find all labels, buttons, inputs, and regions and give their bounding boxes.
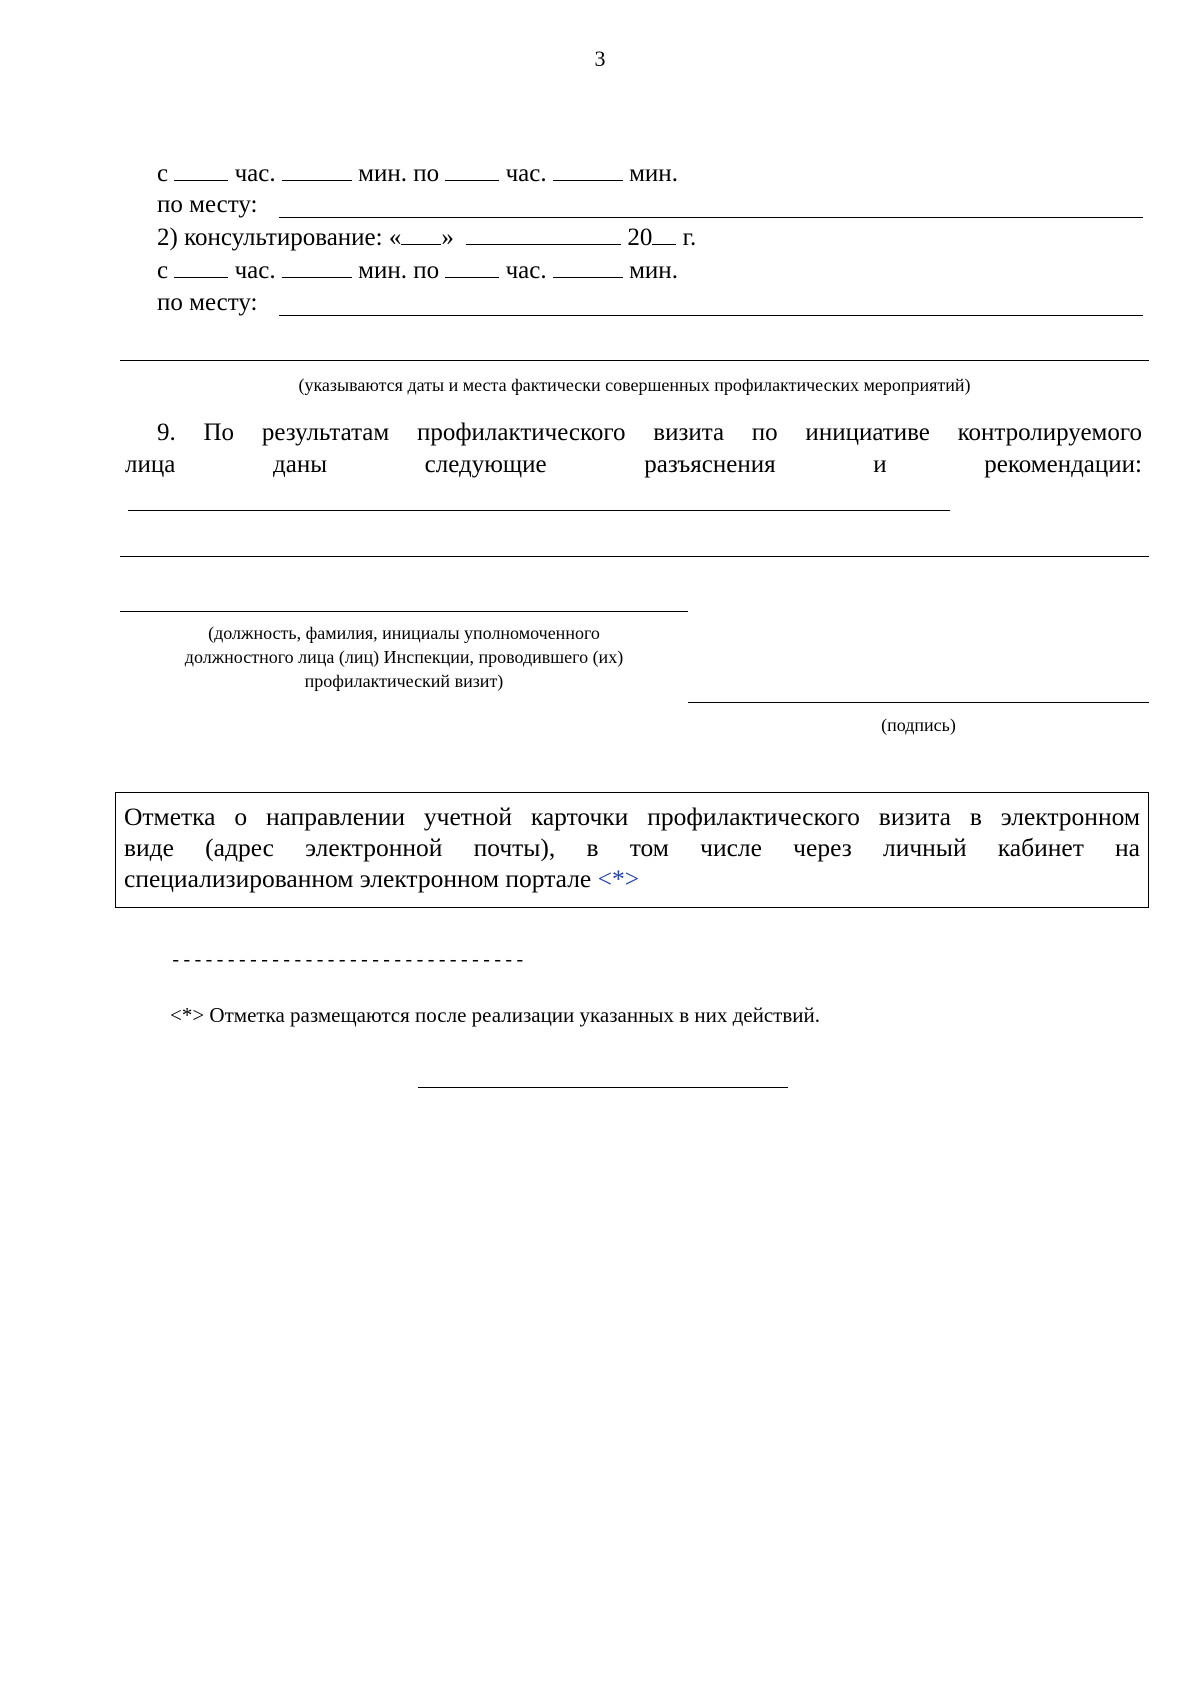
box-word: электронной bbox=[305, 833, 443, 862]
consult-row bbox=[157, 222, 696, 253]
official-caption-line-3: профилактический визит) bbox=[304, 671, 504, 691]
page-number: 3 bbox=[594, 46, 606, 71]
official-caption-line-2: должностного лица (лиц) Инспекции, проводившего (их) bbox=[184, 647, 624, 667]
minutes-to-label-2: мин. по bbox=[358, 257, 440, 284]
minutes-from-field-2[interactable] bbox=[282, 255, 352, 278]
box-word: кабинет bbox=[997, 833, 1084, 862]
box-word: числе bbox=[700, 833, 762, 862]
section-9-word: лица bbox=[125, 451, 176, 478]
closing-line bbox=[418, 1087, 788, 1088]
consult-year-field[interactable] bbox=[652, 222, 676, 245]
hours-to-field[interactable] bbox=[445, 158, 499, 181]
hours-label-2: час. bbox=[505, 160, 547, 187]
time-row-1 bbox=[157, 158, 678, 189]
hours-label-4: час. bbox=[505, 257, 547, 284]
minutes-label-4: мин. bbox=[629, 257, 678, 284]
hours-label-3: час. bbox=[234, 257, 276, 284]
minutes-from-field[interactable] bbox=[282, 158, 352, 181]
box-line-3-text: специализированном электронном портале bbox=[124, 864, 592, 893]
section-9-word: рекомендации: bbox=[984, 451, 1142, 478]
consult-year-suffix: г. bbox=[682, 224, 697, 251]
box-word: личный bbox=[882, 833, 967, 862]
place-field-2[interactable] bbox=[279, 315, 1143, 316]
consult-month-field[interactable] bbox=[466, 222, 621, 245]
signature-caption: (подпись) bbox=[881, 715, 956, 735]
place-label-1: по месту: bbox=[157, 191, 258, 218]
consult-label: 2) консультирование: « bbox=[157, 224, 402, 251]
electronic-delivery-box bbox=[115, 792, 1149, 908]
box-word: (адрес bbox=[205, 833, 274, 862]
box-word: почты), bbox=[473, 833, 556, 862]
section-9-word: разъяснения bbox=[644, 451, 776, 478]
dates-caption: (указываются даты и места фактически совершенных профилактических мероприятий) bbox=[298, 375, 971, 395]
signature-line[interactable] bbox=[688, 702, 1149, 703]
consult-day-field[interactable] bbox=[401, 222, 441, 245]
minutes-label-2: мин. bbox=[629, 160, 678, 187]
box-word: на bbox=[1115, 833, 1140, 862]
recommendations-line-2[interactable] bbox=[120, 556, 1149, 557]
box-line-3 bbox=[124, 863, 1140, 894]
box-line-2 bbox=[124, 832, 1140, 863]
section-9-word: даны bbox=[273, 451, 327, 478]
minutes-to-label: мин. по bbox=[358, 160, 440, 187]
hours-from-field[interactable] bbox=[174, 158, 228, 181]
box-word: в bbox=[586, 833, 599, 862]
official-caption-line-1: (должность, фамилия, инициалы уполномоченного bbox=[208, 623, 600, 643]
footnote-separator: -------------------------------- bbox=[170, 950, 526, 972]
hours-from-field-2[interactable] bbox=[174, 255, 228, 278]
consult-quote-close: » bbox=[441, 224, 454, 251]
section-9-word: и bbox=[873, 451, 887, 478]
place-field-1[interactable] bbox=[279, 217, 1143, 218]
time-from-label: с bbox=[157, 160, 169, 187]
time-from-label-2: с bbox=[157, 257, 169, 284]
recommendations-line-1[interactable] bbox=[128, 510, 950, 511]
activities-line[interactable] bbox=[120, 360, 1149, 361]
time-row-2 bbox=[157, 255, 678, 286]
section-9-word: следующие bbox=[424, 451, 547, 478]
hours-to-field-2[interactable] bbox=[445, 255, 499, 278]
place-label-2: по месту: bbox=[157, 289, 258, 316]
official-caption bbox=[120, 621, 688, 693]
box-line-1: Отметка о направлении учетной карточки профилактического визита в электронном bbox=[124, 802, 1140, 831]
footnote-link[interactable]: <*> bbox=[597, 864, 640, 893]
footnote-text: <*> Отметка размещаются после реализации указанных в них действий. bbox=[170, 1003, 820, 1027]
minutes-to-field-2[interactable] bbox=[553, 255, 623, 278]
box-word: том bbox=[629, 833, 669, 862]
minutes-to-field[interactable] bbox=[553, 158, 623, 181]
section-9-line-1: 9. По результатам профилактического визита по инициативе контролируемого bbox=[157, 419, 1142, 446]
box-word: виде bbox=[124, 833, 174, 862]
official-name-line[interactable] bbox=[120, 611, 688, 612]
box-word: через bbox=[793, 833, 852, 862]
hours-label: час. bbox=[234, 160, 276, 187]
consult-year-prefix: 20 bbox=[627, 224, 653, 251]
section-9-line-2 bbox=[125, 450, 1142, 480]
